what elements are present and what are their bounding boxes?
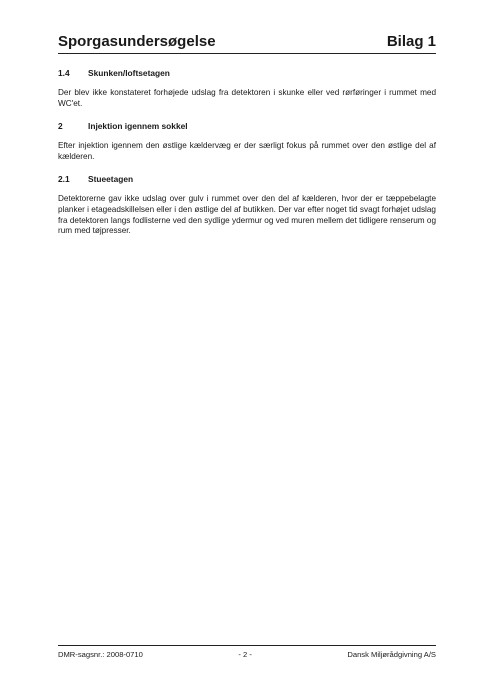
document-body: [58, 68, 436, 249]
section-title: Injektion igennem sokkel: [88, 121, 188, 132]
section-title: Skunken/loftsetagen: [88, 68, 170, 78]
section-number: 2.1: [58, 174, 70, 185]
section-paragraph: Efter injektion igennem den østlige kældervæg er der særligt fokus på rummet over den østlige del af kælderen.: [58, 141, 436, 161]
section-paragraph: Der blev ikke konstateret forhøjede udslag fra detektoren i skunke eller ved rørføringer i rummet med WC'et.: [58, 88, 436, 108]
page-header: [58, 29, 436, 54]
section-number: 2: [58, 121, 63, 132]
section-injektion: [58, 121, 436, 162]
company-name: Dansk Miljørådgivning A/S: [347, 650, 436, 659]
section-paragraph: Detektorerne gav ikke udslag over gulv i rummet over den del af kælderen, hvor der er tæppebelagte planker i etageadskillelsen eller i den østlige del af butikken. Der var efter noget tid svagt forhøjet udslag fra detektoren langs fodlisterne ved den sydlige ydermur og ved muren mellem det tidligere renserum og rum med tøjpresser.: [58, 194, 436, 236]
appendix-label: Bilag 1: [386, 33, 436, 50]
case-number: DMR-sagsnr.: 2008-0710: [58, 650, 143, 659]
section-stueetagen: [58, 174, 436, 236]
page-footer: [58, 645, 436, 660]
section-heading: [58, 68, 436, 79]
document-title: Sporgasundersøgelse: [58, 33, 216, 50]
page-number: - 2 -: [238, 650, 252, 659]
section-number: 1.4: [58, 68, 70, 78]
section-heading: [58, 121, 436, 132]
section-skunken: [58, 68, 436, 109]
section-heading: [58, 174, 436, 185]
section-title: Stueetagen: [88, 174, 134, 185]
